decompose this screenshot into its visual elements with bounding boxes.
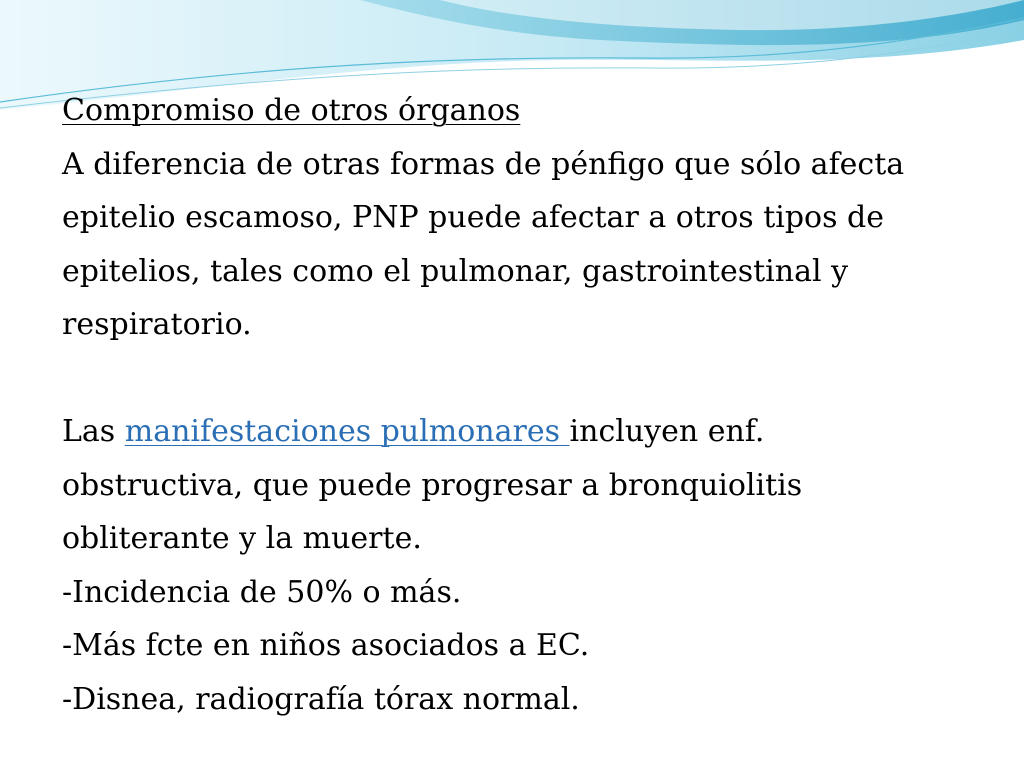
paragraph-spacer [62,352,962,406]
bullet-item: -Disnea, radiografía tórax normal. [62,681,580,717]
slide-body [62,84,962,726]
bullet-item: -Incidencia de 50% o más. [62,574,462,610]
slide-heading: Compromiso de otros órganos [62,93,521,128]
paragraph1-line: A diferencia de otras formas de pénfigo que sólo afecta [62,146,905,182]
paragraph1-line: respiratorio. [62,307,252,342]
paragraph2-line [62,405,962,459]
paragraph2-suffix: incluyen enf. [569,414,765,449]
paragraph1-line: epitelio escamoso, PNP puede afectar a otros tipos de [62,200,884,235]
pulmonary-manifestations-link[interactable]: manifestaciones pulmonares [124,414,570,449]
paragraph2-prefix: Las [62,414,125,449]
paragraph2-line: obliterante y la muerte. [62,521,422,556]
paragraph1-line: epitelios, tales como el pulmonar, gastrointestinal y [62,253,849,289]
bullet-item: -Más fcte en niños asociados a EC. [62,628,590,663]
paragraph2-line: obstructiva, que puede progresar a bronquiolitis [62,467,803,503]
